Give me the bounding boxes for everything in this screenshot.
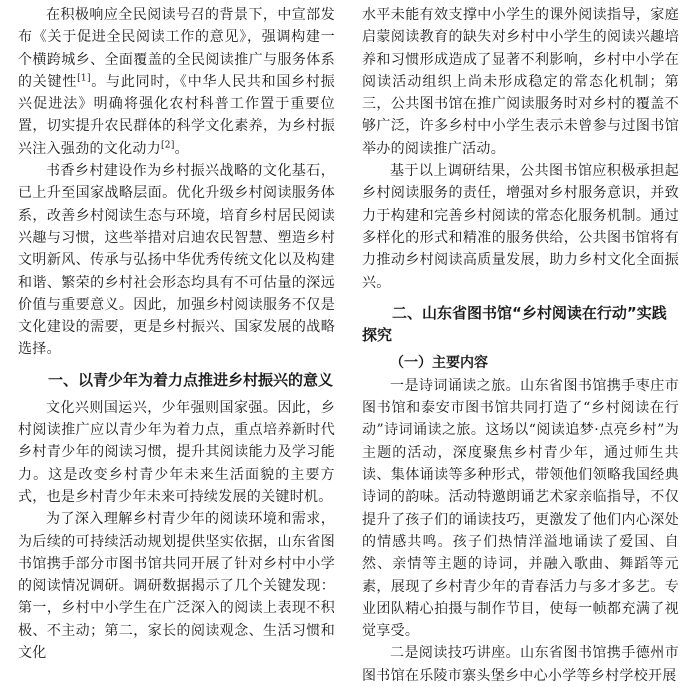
section-1-paragraph-2: 为了深入理解乡村青少年的阅读环境和需求，为后续的可持续活动规划提供坚实依据，山东省图书馆携手部分市图书馆共同开展了针对乡村中小学的阅读情况调研。调研数据揭示了几个关键发现：第一，乡村中小学生在广泛深入的阅读上表现不积极、不主动；第二，家长的阅读观念、生活习惯和文化 <box>18 511 335 662</box>
section-1-paragraph-3: 基于以上调研结果，公共图书馆应积极承担起乡村阅读服务的责任，增强对乡村服务意识，并致力于构建和完善乡村阅读的常态化服务机制。通过多样化的形式和精准的服务供给，公共图书馆将有力推动乡村阅读高质量发展，助力乡村文化全面振兴。 <box>362 163 679 291</box>
subsection-heading-1: （一）主要内容 <box>390 354 488 371</box>
section-2-paragraph-1: 一是诗词诵读之旅。山东省图书馆携手枣庄市图书馆和泰安市图书馆共同打造了“乡村阅读在行动”诗词诵读之旅。这场以“阅读追梦·点亮乡村”为主题的活动，深度聚焦乡村青少年，通过师生共读、集体诵读等多种形式，带领他们领略我国经典诗词的韵味。活动特邀朗诵艺术家亲临指导，不仅提升了孩子们的诵读技巧，更激发了他们内心深处的情感共鸣。孩子们热情洋溢地诵读了爱国、自然、亲情等主题的诗词，并融入歌曲、舞蹈等元素，展现了乡村青少年的青春活力与多才多艺。专业团队精心拍摄与制作节目，使每一帧都充满了视觉享受。 <box>362 377 679 640</box>
section-heading-2: 二、山东省图书馆“乡村阅读在行动”实践探究 <box>362 303 667 344</box>
citation-ref-1: [1] <box>77 73 91 84</box>
section-2-paragraph-2: 二是阅读技巧讲座。山东省图书馆携手德州市图书馆在乐陵市寨头堡乡中心小学等乡村学校开展 <box>362 645 679 684</box>
section-1-paragraph-2-continued: 水平未能有效支撑中小学生的课外阅读指导，家庭启蒙阅读教育的缺失对乡村中小学生的阅读兴趣培养和习惯形成造成了显著不利影响，乡村中小学在阅读活动组织上尚未形成稳定的常态化机制；第三，公共图书馆在推广阅读服务时对乡村的覆盖不够广泛，许多乡村中小学生表示未曾参与过图书馆举办的阅读推广活动。 <box>362 7 679 157</box>
citation-ref-2: [2] <box>161 140 175 151</box>
intro-paragraph-1 <box>18 4 335 160</box>
intro-text-end: 。 <box>174 140 189 157</box>
section-heading-1: 一、以青少年为着力点推进乡村振兴的意义 <box>48 370 334 389</box>
left-column <box>18 4 335 664</box>
intro-paragraph-2: 书香乡村建设作为乡村振兴战略的文化基石，已上升至国家战略层面。优化升级乡村阅读服务体系，改善乡村阅读生态与环境，培育乡村居民阅读兴趣与习惯，这些举措对启迪农民智慧、塑造乡村文明新风、传承与弘扬中华优秀传统文化以及构建和谐、繁荣的乡村社会形态均具有不可估量的深远价值与重要意义。因此，加强乡村阅读服务不仅是文化建设的需要，更是乡村振兴、国家发展的战略选择。 <box>18 163 335 358</box>
right-column <box>362 4 679 687</box>
intro-text-a: 在积极响应全民阅读号召的背景下，中宣部发布《关于促进全民阅读工作的意见》，强调构建一个横跨城乡、全面覆盖的全民阅读推广与服务体系的关键性 <box>18 7 335 90</box>
intro-text-b: 。与此同时，《中华人民共和国乡村振兴促进法》明确将强化农村科普工作置于重要位置，切实提升农民群体的科学文化素养，为乡村振兴注入强劲的文化动力 <box>18 73 336 157</box>
section-1-paragraph-1: 文化兴则国运兴，少年强则国家强。因此，乡村阅读推广应以青少年为着力点，重点培养新时代乡村青少年的阅读习惯，提升其阅读能力及学习能力。这是改变乡村青少年未来生活面貌的主要方式，也是乡村青少年未来可持续发展的关键时机。 <box>18 399 335 505</box>
